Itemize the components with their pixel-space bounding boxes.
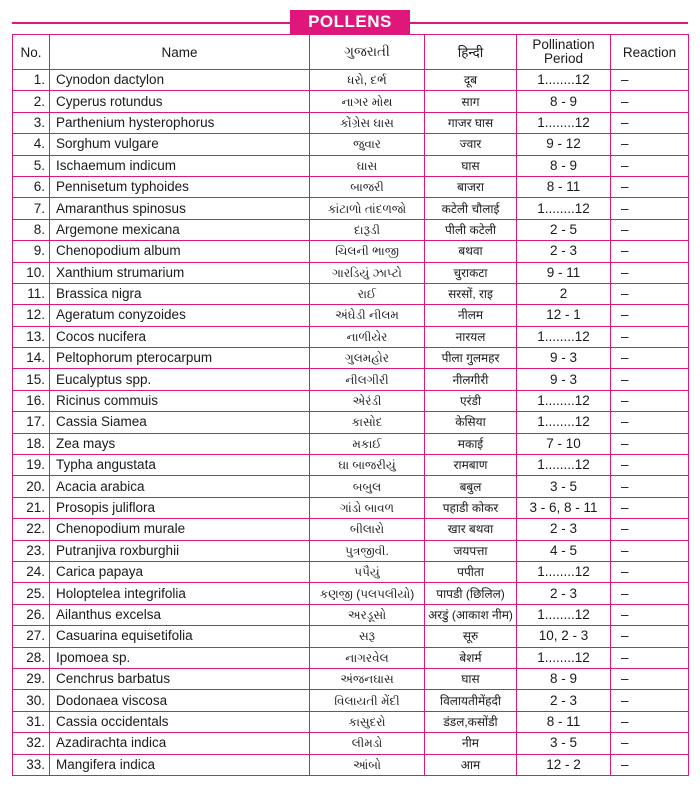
gujarati-name: ઘાસ <box>310 155 425 176</box>
hindi-name: डंडल,कसोंडी <box>425 711 517 732</box>
gujarati-name: બીલારો <box>310 519 425 540</box>
hindi-name: घास <box>425 668 517 689</box>
plant-name: Mangifera indica <box>50 754 310 775</box>
header-period-line2: Period <box>543 51 584 66</box>
header-name: Name <box>50 35 310 70</box>
row-number: 23. <box>13 540 50 561</box>
row-number: 25. <box>13 583 50 604</box>
gujarati-name: કણજી (પલપલીયો) <box>310 583 425 604</box>
table-row <box>13 519 689 540</box>
header-gujarati: ગુજરાતી <box>310 35 425 70</box>
hindi-name: सरसों, राइ <box>425 283 517 304</box>
pollination-period: 3 - 6, 8 - 11 <box>517 497 611 518</box>
row-number: 4. <box>13 134 50 155</box>
reaction-value: – <box>611 390 689 411</box>
reaction-value: – <box>611 176 689 197</box>
gujarati-name: નાગર મોથ <box>310 91 425 112</box>
hindi-name: गाजर घास <box>425 112 517 133</box>
row-number: 33. <box>13 754 50 775</box>
pollens-table <box>12 34 689 776</box>
pollination-period: 1........12 <box>517 455 611 476</box>
plant-name: Cocos nucifera <box>50 326 310 347</box>
reaction-value: – <box>611 754 689 775</box>
pollination-period: 4 - 5 <box>517 540 611 561</box>
pollination-period: 8 - 9 <box>517 91 611 112</box>
row-number: 32. <box>13 733 50 754</box>
row-number: 6. <box>13 176 50 197</box>
plant-name: Ageratum conyzoides <box>50 305 310 326</box>
reaction-value: – <box>611 497 689 518</box>
reaction-value: – <box>611 305 689 326</box>
row-number: 18. <box>13 433 50 454</box>
pollination-period: 3 - 5 <box>517 476 611 497</box>
plant-name: Putranjiva roxburghii <box>50 540 310 561</box>
gujarati-name: અરડૂસો <box>310 604 425 625</box>
pollination-period: 1........12 <box>517 561 611 582</box>
plant-name: Cynodon dactylon <box>50 70 310 91</box>
header-no: No. <box>13 35 50 70</box>
reaction-value: – <box>611 219 689 240</box>
plant-name: Dodonaea viscosa <box>50 690 310 711</box>
reaction-value: – <box>611 412 689 433</box>
plant-name: Chenopodium murale <box>50 519 310 540</box>
gujarati-name: કાસોદ <box>310 412 425 433</box>
table-row <box>13 690 689 711</box>
row-number: 27. <box>13 626 50 647</box>
table-row <box>13 455 689 476</box>
hindi-name: नीम <box>425 733 517 754</box>
hindi-name: बथवा <box>425 241 517 262</box>
pollination-period: 8 - 11 <box>517 176 611 197</box>
table-row <box>13 305 689 326</box>
pollination-period: 8 - 11 <box>517 711 611 732</box>
gujarati-name: રાઈ <box>310 283 425 304</box>
row-number: 30. <box>13 690 50 711</box>
plant-name: Cenchrus barbatus <box>50 668 310 689</box>
hindi-name: ज्वार <box>425 134 517 155</box>
reaction-value: – <box>611 668 689 689</box>
table-row <box>13 134 689 155</box>
reaction-value: – <box>611 733 689 754</box>
plant-name: Zea mays <box>50 433 310 454</box>
gujarati-name: આંબો <box>310 754 425 775</box>
reaction-value: – <box>611 476 689 497</box>
plant-name: Chenopodium album <box>50 241 310 262</box>
pollination-period: 10, 2 - 3 <box>517 626 611 647</box>
reaction-value: – <box>611 283 689 304</box>
reaction-value: – <box>611 70 689 91</box>
table-row <box>13 476 689 497</box>
row-number: 16. <box>13 390 50 411</box>
pollination-period: 12 - 1 <box>517 305 611 326</box>
hindi-name: नारयल <box>425 326 517 347</box>
reaction-value: – <box>611 134 689 155</box>
hindi-name: एरंडी <box>425 390 517 411</box>
table-row <box>13 433 689 454</box>
hindi-name: बबुल <box>425 476 517 497</box>
gujarati-name: કાંટાળો તાંદળજો <box>310 198 425 219</box>
hindi-name: बाजरा <box>425 176 517 197</box>
pollination-period: 9 - 3 <box>517 369 611 390</box>
gujarati-name: ચિલની ભાજી <box>310 241 425 262</box>
row-number: 10. <box>13 262 50 283</box>
table-row <box>13 176 689 197</box>
reaction-value: – <box>611 326 689 347</box>
row-number: 3. <box>13 112 50 133</box>
pollination-period: 12 - 2 <box>517 754 611 775</box>
gujarati-name: નાગરવેલ <box>310 647 425 668</box>
plant-name: Holoptelea integrifolia <box>50 583 310 604</box>
pollination-period: 3 - 5 <box>517 733 611 754</box>
plant-name: Ischaemum indicum <box>50 155 310 176</box>
pollination-period: 2 - 3 <box>517 241 611 262</box>
header-hindi: हिन्दी <box>425 35 517 70</box>
pollination-period: 9 - 3 <box>517 348 611 369</box>
pollination-period: 1........12 <box>517 198 611 219</box>
header-reaction: Reaction <box>611 35 689 70</box>
gujarati-name: ઘા બાજરીયું <box>310 455 425 476</box>
reaction-value: – <box>611 369 689 390</box>
pollination-period: 1........12 <box>517 70 611 91</box>
gujarati-name: બબુલ <box>310 476 425 497</box>
plant-name: Ricinus commuis <box>50 390 310 411</box>
gujarati-name: અંજનઘાસ <box>310 668 425 689</box>
title-bar <box>0 10 700 34</box>
pollination-period: 1........12 <box>517 412 611 433</box>
hindi-name: अरडुं (आकाश नीम) <box>425 604 517 625</box>
hindi-name: पापडी (छिलिल) <box>425 583 517 604</box>
row-number: 31. <box>13 711 50 732</box>
row-number: 22. <box>13 519 50 540</box>
hindi-name: नीलगीरी <box>425 369 517 390</box>
pollination-period: 8 - 9 <box>517 668 611 689</box>
row-number: 9. <box>13 241 50 262</box>
pollination-period: 1........12 <box>517 390 611 411</box>
row-number: 1. <box>13 70 50 91</box>
pollination-period: 2 <box>517 283 611 304</box>
table-row <box>13 711 689 732</box>
pollination-period: 1........12 <box>517 647 611 668</box>
reaction-value: – <box>611 198 689 219</box>
row-number: 20. <box>13 476 50 497</box>
plant-name: Peltophorum pterocarpum <box>50 348 310 369</box>
plant-name: Casuarina equisetifolia <box>50 626 310 647</box>
plant-name: Ailanthus excelsa <box>50 604 310 625</box>
hindi-name: दूब <box>425 70 517 91</box>
gujarati-name: બાજરી <box>310 176 425 197</box>
table-row <box>13 112 689 133</box>
pollination-period: 7 - 10 <box>517 433 611 454</box>
table-row <box>13 561 689 582</box>
gujarati-name: સરૂ <box>310 626 425 647</box>
gujarati-name: પુત્રજીવી. <box>310 540 425 561</box>
hindi-name: मकाई <box>425 433 517 454</box>
page-title: POLLENS <box>290 10 410 34</box>
table-row <box>13 733 689 754</box>
table-row <box>13 497 689 518</box>
reaction-value: – <box>611 155 689 176</box>
gujarati-name: ગારડિયું ઝાપ્ટો <box>310 262 425 283</box>
table-row <box>13 754 689 775</box>
gujarati-name: લીમડો <box>310 733 425 754</box>
row-number: 11. <box>13 283 50 304</box>
pollination-period: 2 - 3 <box>517 690 611 711</box>
reaction-value: – <box>611 690 689 711</box>
table-row <box>13 283 689 304</box>
gujarati-name: મકાઈ <box>310 433 425 454</box>
plant-name: Xanthium strumarium <box>50 262 310 283</box>
table-row <box>13 369 689 390</box>
table-row <box>13 198 689 219</box>
plant-name: Pennisetum typhoides <box>50 176 310 197</box>
reaction-value: – <box>611 433 689 454</box>
gujarati-name: જુવાર <box>310 134 425 155</box>
hindi-name: साग <box>425 91 517 112</box>
row-number: 19. <box>13 455 50 476</box>
row-number: 29. <box>13 668 50 689</box>
reaction-value: – <box>611 711 689 732</box>
plant-name: Cassia Siamea <box>50 412 310 433</box>
reaction-value: – <box>611 91 689 112</box>
reaction-value: – <box>611 561 689 582</box>
plant-name: Azadirachta indica <box>50 733 310 754</box>
gujarati-name: નાળીયેર <box>310 326 425 347</box>
reaction-value: – <box>611 455 689 476</box>
table-row <box>13 668 689 689</box>
plant-name: Acacia arabica <box>50 476 310 497</box>
pollination-period: 1........12 <box>517 112 611 133</box>
reaction-value: – <box>611 348 689 369</box>
gujarati-name: નીલગીરી <box>310 369 425 390</box>
hindi-name: पीला गुलमहर <box>425 348 517 369</box>
pollination-period: 2 - 5 <box>517 219 611 240</box>
table-row <box>13 412 689 433</box>
row-number: 28. <box>13 647 50 668</box>
table-row <box>13 70 689 91</box>
hindi-name: सूरु <box>425 626 517 647</box>
hindi-name: कटेली चौलाई <box>425 198 517 219</box>
row-number: 2. <box>13 91 50 112</box>
hindi-name: आम <box>425 754 517 775</box>
table-body <box>13 70 689 776</box>
row-number: 21. <box>13 497 50 518</box>
reaction-value: – <box>611 519 689 540</box>
hindi-name: विलायतीमेंहदी <box>425 690 517 711</box>
row-number: 17. <box>13 412 50 433</box>
reaction-value: – <box>611 604 689 625</box>
gujarati-name: વિલાયતી મેંદી <box>310 690 425 711</box>
gujarati-name: એરંડી <box>310 390 425 411</box>
table-row <box>13 348 689 369</box>
header-period-line1: Pollination <box>532 37 595 52</box>
plant-name: Parthenium hysterophorus <box>50 112 310 133</box>
pollination-period: 9 - 11 <box>517 262 611 283</box>
table-row <box>13 91 689 112</box>
plant-name: Brassica nigra <box>50 283 310 304</box>
reaction-value: – <box>611 583 689 604</box>
pollination-period: 8 - 9 <box>517 155 611 176</box>
plant-name: Amaranthus spinosus <box>50 198 310 219</box>
plant-name: Cassia occidentals <box>50 711 310 732</box>
pollination-period: 9 - 12 <box>517 134 611 155</box>
reaction-value: – <box>611 626 689 647</box>
row-number: 5. <box>13 155 50 176</box>
pollination-period: 1........12 <box>517 604 611 625</box>
plant-name: Argemone mexicana <box>50 219 310 240</box>
hindi-name: पहाडी कोकर <box>425 497 517 518</box>
table-row <box>13 540 689 561</box>
hindi-name: रामबाण <box>425 455 517 476</box>
pollination-period: 1........12 <box>517 326 611 347</box>
plant-name: Typha angustata <box>50 455 310 476</box>
hindi-name: पपीता <box>425 561 517 582</box>
reaction-value: – <box>611 262 689 283</box>
hindi-name: केसिया <box>425 412 517 433</box>
table-row <box>13 390 689 411</box>
pollination-period: 2 - 3 <box>517 519 611 540</box>
row-number: 7. <box>13 198 50 219</box>
plant-name: Ipomoea sp. <box>50 647 310 668</box>
plant-name: Carica papaya <box>50 561 310 582</box>
gujarati-name: કાસુદરો <box>310 711 425 732</box>
hindi-name: नीलम <box>425 305 517 326</box>
plant-name: Sorghum vulgare <box>50 134 310 155</box>
hindi-name: चुराकटा <box>425 262 517 283</box>
row-number: 26. <box>13 604 50 625</box>
row-number: 12. <box>13 305 50 326</box>
gujarati-name: ધરો, દર્ભ <box>310 70 425 91</box>
gujarati-name: કોંગ્રેસ ઘાસ <box>310 112 425 133</box>
row-number: 14. <box>13 348 50 369</box>
plant-name: Eucalyptus spp. <box>50 369 310 390</box>
hindi-name: जयपत्ता <box>425 540 517 561</box>
gujarati-name: ગાંડો બાવળ <box>310 497 425 518</box>
table-row <box>13 326 689 347</box>
table-row <box>13 604 689 625</box>
table-row <box>13 262 689 283</box>
gujarati-name: દારૂડી <box>310 219 425 240</box>
table-row <box>13 219 689 240</box>
row-number: 24. <box>13 561 50 582</box>
reaction-value: – <box>611 647 689 668</box>
table-row <box>13 647 689 668</box>
row-number: 13. <box>13 326 50 347</box>
reaction-value: – <box>611 112 689 133</box>
row-number: 8. <box>13 219 50 240</box>
reaction-value: – <box>611 241 689 262</box>
hindi-name: बेशर्म <box>425 647 517 668</box>
plant-name: Prosopis juliflora <box>50 497 310 518</box>
pollination-period: 2 - 3 <box>517 583 611 604</box>
hindi-name: खार बथवा <box>425 519 517 540</box>
header-pollination-period <box>517 35 611 70</box>
hindi-name: पीली कटेली <box>425 219 517 240</box>
gujarati-name: અંઘેડી નીલમ <box>310 305 425 326</box>
gujarati-name: ગુલમહોર <box>310 348 425 369</box>
hindi-name: घास <box>425 155 517 176</box>
table-row <box>13 583 689 604</box>
gujarati-name: પપૈયું <box>310 561 425 582</box>
table-row <box>13 626 689 647</box>
table-row <box>13 241 689 262</box>
row-number: 15. <box>13 369 50 390</box>
reaction-value: – <box>611 540 689 561</box>
table-row <box>13 155 689 176</box>
header-row <box>13 35 689 70</box>
plant-name: Cyperus rotundus <box>50 91 310 112</box>
